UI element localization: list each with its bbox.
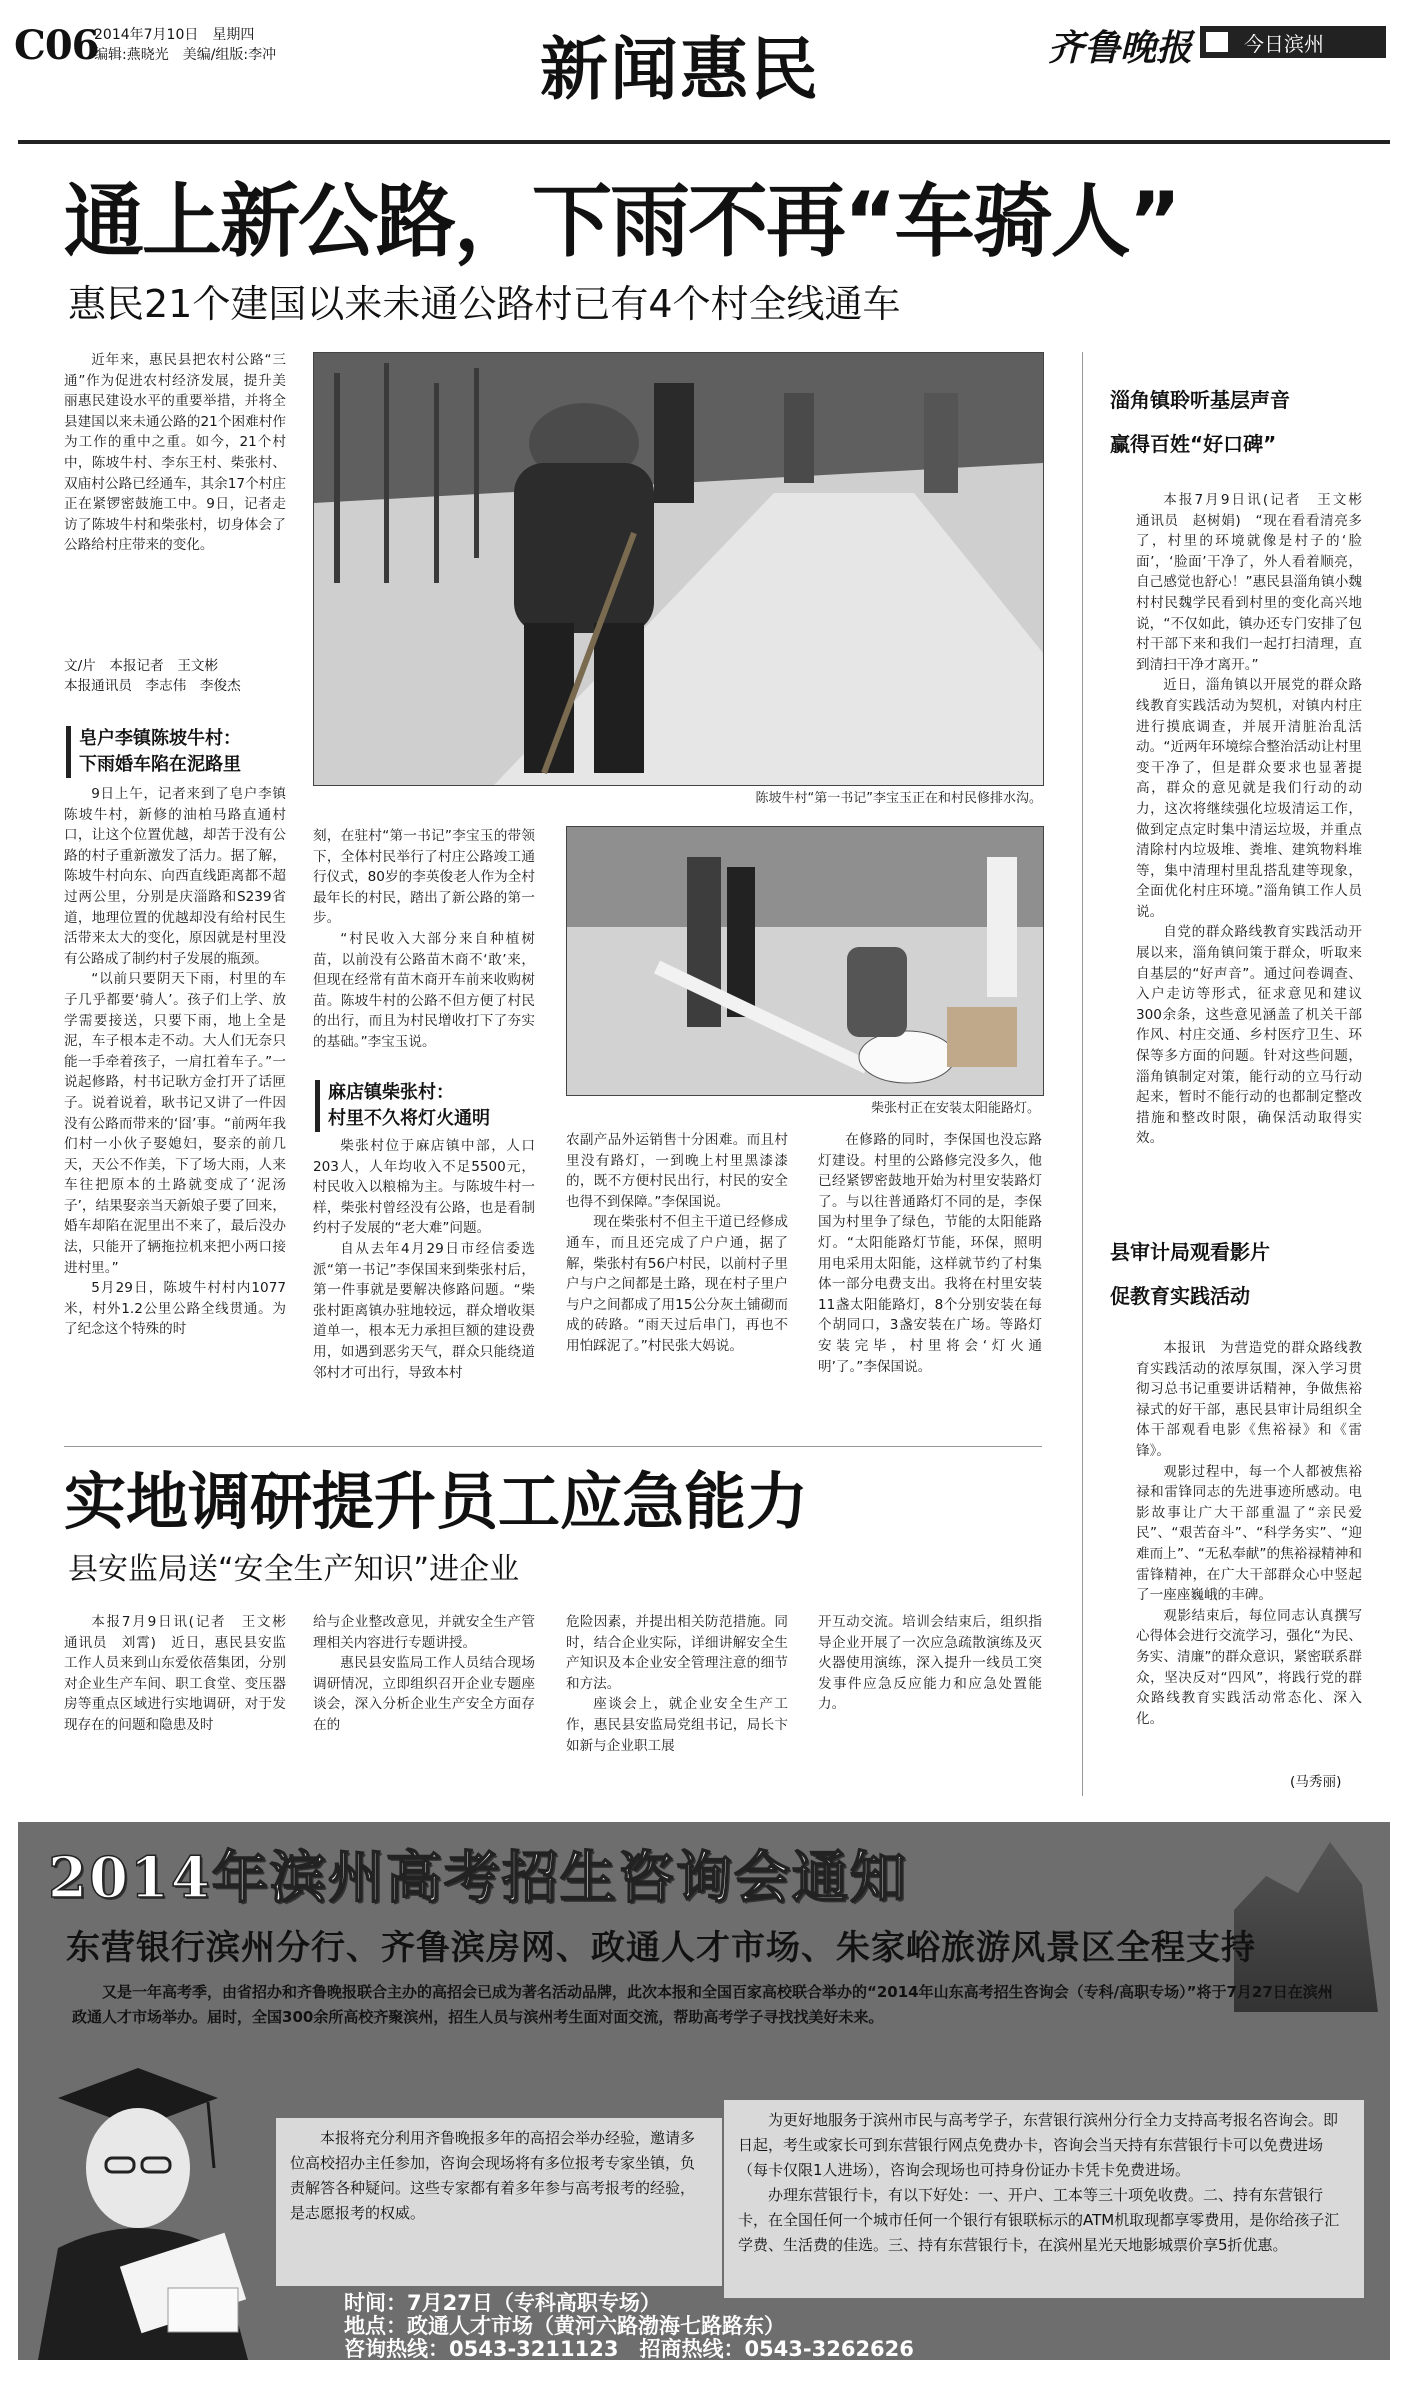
ad-intro xyxy=(58,1972,1354,2038)
graduate-student-illustration xyxy=(18,2058,318,2360)
ad-title: 2014年滨州高考招生咨询会通知 xyxy=(48,1845,908,1911)
body-paragraph: 开互动交流。培训会结束后，组织指导企业开展了一次应急疏散演练及灭火器使用演练，深入提升一线员工突发事件应急反应能力和应急处置能力。 xyxy=(818,1614,1042,1713)
story1-byline-2: 本报通讯员 李志伟 李俊杰 xyxy=(64,678,241,694)
ad-place: 地点：政通人才市场（黄河六路渤海七路路东） xyxy=(344,2314,785,2338)
story1-column-1 xyxy=(64,784,286,1432)
ad-sponsors: 东营银行滨州分行、齐鲁滨房网、政通人才市场、朱家峪旅游风景区全程支持 xyxy=(66,1928,1256,1968)
photo-1-caption: 陈坡牛村“第一书记”李宝玉正在和村民修排水沟。 xyxy=(755,791,1042,806)
issue-date: 2014年7月10日 星期四 xyxy=(94,27,255,43)
section-2-heading-line-2: 村里不久将灯火通明 xyxy=(328,1108,490,1129)
section-1-heading-line-1: 皂户李镇陈坡牛村： xyxy=(79,728,241,749)
section-title: 新闻惠民 xyxy=(540,30,821,110)
gaokao-fair-advertisement xyxy=(18,1822,1390,2360)
side-story-1-title xyxy=(1110,384,1380,460)
side-story-2-title xyxy=(1110,1236,1380,1312)
story1-byline-1: 文/片 本报记者 王文彬 xyxy=(64,658,219,674)
body-paragraph: 5月29日，陈坡牛村村内1077米，村外1.2公里公路全线贯通。为了纪念这个特殊的时 xyxy=(64,1280,286,1338)
body-paragraph: 自从去年4月29日市经信委选派“第一书记”李保国来到柴张村后，第一件事就是要解决修路问题。“柴张村距离镇办驻地较远，群众增收渠道单一，根本无力承担巨额的建设费用，如遇到恶劣天气，群众只能绕道邻村才可出行，导致本村 xyxy=(313,1240,535,1381)
story1-column-3 xyxy=(566,1130,788,1432)
body-paragraph: 本报7月9日讯(记者 王文彬 通讯员 赵树娟) “现在看看清亮多了，村里的环境就像是村子的‘脸面’，‘脸面’干净了，外人看着顺亮，自己感觉也舒心！”惠民县淄角镇小魏村村民魏学民看到村里的变化高兴地说，“不仅如此，镇办还专门安排了包村干部下来和我们一起打扫清理，直到清扫干净才离开。” xyxy=(1136,492,1376,673)
story2-column-2 xyxy=(313,1612,535,1782)
ad-intro-text: 又是一年高考季，由省招办和齐鲁晚报联合主办的高招会已成为著名活动品牌，此次本报和全国百家高校联合举办的“2014年山东高考招生咨询会（专科/高职专场）”将于7月27日在滨州政通人才市场举办。届时，全国300余所高校齐聚滨州，招生人员与滨州考生面对面交流，帮助高考学子寻找找美好未来。 xyxy=(72,1983,1333,2026)
side-1-title-line-1: 淄角镇聆听基层声音 xyxy=(1110,388,1290,412)
page-number: C06 xyxy=(14,22,99,69)
story1-lead xyxy=(64,350,286,650)
body-paragraph: 观影结束后，每位同志认真撰写心得体会进行交流学习，强化“为民、务实、清廉”的群众意识，紧密联系群众，坚决反对“四风”，将践行党的群众路线教育实践活动常态化、深入化。 xyxy=(1136,1607,1362,1727)
side-story-1-body xyxy=(1136,490,1376,1228)
story2-column-1 xyxy=(64,1612,300,1782)
ad-expert-box xyxy=(276,2118,722,2286)
story1-column-2b xyxy=(313,1136,535,1432)
story2-column-4 xyxy=(818,1612,1042,1782)
section-2-heading-line-1: 麻店镇柴张村： xyxy=(328,1082,454,1103)
ad-bank-text-1: 为更好地服务于滨州市民与高考学子，东营银行滨州分行全力支持高考报名咨询会。即日起，考生或家长可到东营银行网点免费办卡，咨询会当天持有东营银行卡可以免费进场（每卡仅限1人进场），咨询会现场也可持身份证办卡凭卡免费进场。 xyxy=(738,2111,1339,2179)
lead-paragraph: 近年来，惠民县把农村公路“三通”作为促进农村经济发展，提升美丽惠民建设水平的重要举措，并将全县建国以来未通公路的21个困难村作为工作的重中之重。如今，21个村中，陈坡牛村、李东王村、柴张村、双庙村公路已经通车，其余17个村庄正在紧锣密鼓施工中。9日，记者走访了陈坡牛村和柴张村，切身体会了公路给村庄带来的变化。 xyxy=(64,352,286,554)
side-2-title-line-2: 促教育实践活动 xyxy=(1110,1284,1250,1308)
side-story-2-signoff: (马秀丽) xyxy=(1290,1774,1342,1790)
story1-column-2 xyxy=(313,826,535,1072)
photo-road-ditch-work xyxy=(313,352,1044,786)
body-paragraph: “以前只要阴天下雨，村里的车子几乎都要‘骑人’。孩子们上学、放学需要接送，只要下雨，地上全是泥，车子根本走不动。大人们无奈只能一手牵着孩子，一肩扛着车子。”一说起修路，村书记耿方金打开了话匣子。说着说着，耿书记又讲了一件因没有公路而带来的‘囧’事。“前两年我们村一小伙子娶媳妇，娶亲的前几天，天公不作美，下了场大雨，人来车往把原本的土路就变成了‘泥汤子’，结果娶亲当天新娘子要了回来，婚车却陷在泥里出不来了，最后没办法，只能开了辆拖拉机来把小两口接进村里。” xyxy=(64,971,286,1276)
side-story-2-body xyxy=(1136,1338,1362,1770)
story2-column-3 xyxy=(566,1612,788,1782)
ad-expert-text: 本报将充分利用齐鲁晚报多年的高招会举办经验，邀请多位高校招办主任参加，咨询会现场将有多位报考专家坐镇，负责解答各种疑问。这些专家都有着多年参与高考报考的经验，是志愿报考的权威。 xyxy=(290,2129,696,2222)
story1-section-1-heading xyxy=(66,726,295,778)
section-1-heading-line-2: 下雨婚车陷在泥路里 xyxy=(79,754,241,775)
photo-2-caption: 柴张村正在安装太阳能路灯。 xyxy=(870,1101,1040,1116)
body-paragraph: 近日，淄角镇以开展党的群众路线教育实践活动为契机，对镇内村庄进行摸底调查，并展开清脏治乱活动。“近两年环境综合整治活动让村里变干净了，但是群众要求也显著提高，群众的意见就是我们行动的动力，这次将继续强化垃圾清运工作，做到定点定时集中清运垃圾，并重点清除村内垃圾堆、粪堆、建筑物料堆等，集中清理村里乱搭乱建等现象，全面优化村庄环境。”淄角镇工作人员说。 xyxy=(1136,677,1362,920)
ad-bank-text-2: 办理东营银行卡，有以下好处：一、开户、工本等三十项免收费。二、持有东营银行卡，在全国任何一个城市任何一个银行有银联标示的ATM机取现都享零费用，是你给孩子汇学费、生活费的佳选。三、持有东营银行卡，在滨州星光天地影城票价享5折优惠。 xyxy=(738,2186,1340,2254)
body-paragraph: 观影过程中，每一个人都被焦裕禄和雷锋同志的先进事迹所感动。电影故事让广大干部重温了“亲民爱民”、“艰苦奋斗”、“科学务实”、“迎难而上”、“无私奉献”的焦裕禄精神和雷锋精神，在广大干部群众心中竖起了一座座巍峨的丰碑。 xyxy=(1136,1463,1362,1604)
body-paragraph: 在修路的同时，李保国也没忘路灯建设。村里的公路修完没多久，他已经紧锣密鼓地开始为村里安装路灯了。与以往普通路灯不同的是，李保国为村里争了绿色，节能的太阳能路灯。“太阳能路灯节能，环保，照明用电采用太阳能，这样就节约了村集体一部分电费支出。我将在村里安装11盏太阳能路灯，8个分别安装在每个胡同口，3盏安装在广场。等路灯安装完毕，村里将会‘灯火通明’了。”李保国说。 xyxy=(818,1132,1042,1375)
newspaper-logo: 齐鲁晚报 xyxy=(1048,27,1193,69)
body-paragraph: 现在柴张村不但主干道已经修成通车，而且还完成了户户通，据了解，柴张村有56户村民，以前村子里户与户之间都是土路，现在村子里户与户之间都成了用15公分灰土铺砌而成的砖路。“雨天过后串门，再也不用怕踩泥了。”村民张大妈说。 xyxy=(566,1214,788,1354)
body-paragraph: 自党的群众路线教育实践活动开展以来，淄角镇问策于群众，听取来自基层的“好声音”。通过问卷调查、入户走访等形式，征求意见和建议300余条，这些意见涵盖了机关干部作风、村庄交通、乡村医疗卫生、环保等多方面的问题。针对这些问题，淄角镇制定对策，能行动的立马行动起来，暂时不能行动的也都制定整改措施和整改时限，确保活动取得实效。 xyxy=(1136,924,1362,1147)
edition-label: 今日滨州 xyxy=(1244,32,1324,56)
ad-bank-box xyxy=(724,2100,1364,2298)
body-paragraph: 危险因素，并提出相关防范措施。同时，结合企业实际，详细讲解安全生产知识及本企业安全管理注意的细节和方法。 xyxy=(566,1614,788,1692)
body-paragraph: 本报讯 为营造党的群众路线教育实践活动的浓厚氛围，深入学习贯彻习总书记重要讲话精神，争做焦裕禄式的好干部，惠民县审计局组织全体干部观看电影《焦裕禄》和《雷锋》。 xyxy=(1136,1340,1362,1459)
body-paragraph: 农副产品外运销售十分困难。而且村里没有路灯，一到晚上村里黑漆漆的，既不方便村民出行，村民的安全也得不到保障。”李保国说。 xyxy=(566,1132,788,1210)
body-paragraph: 刻，在驻村“第一书记”李宝玉的带领下，全体村民举行了村庄公路竣工通行仪式，80岁的李英俊老人作为全村最年长的村民，踏出了新公路的第一步。 xyxy=(313,828,535,927)
story2-headline: 实地调研提升员工应急能力 xyxy=(64,1465,809,1538)
story2-top-rule xyxy=(64,1446,1042,1447)
editor-credits: 编辑:燕晓光 美编/组版:李冲 xyxy=(94,47,277,63)
header-rule xyxy=(18,140,1390,144)
story1-section-2-heading xyxy=(315,1080,544,1132)
ad-time: 时间：7月27日（专科高职专场） xyxy=(344,2291,661,2315)
side-2-title-line-1: 县审计局观看影片 xyxy=(1110,1240,1270,1264)
body-paragraph: 惠民县安监局工作人员结合现场调研情况，立即组织召开企业专题座谈会，深入分析企业生产安全方面存在的 xyxy=(313,1655,535,1733)
side-1-title-line-2: 赢得百姓“好口碑” xyxy=(1110,432,1277,456)
edition-marker xyxy=(1206,32,1228,52)
story1-subheadline: 惠民21个建国以来未通公路村已有4个村全线通车 xyxy=(68,282,901,326)
body-paragraph: 座谈会上，就企业安全生产工作，惠民县安监局党组书记，局长卞如新与企业职工展 xyxy=(566,1696,788,1754)
body-paragraph: 给与企业整改意见，并就安全生产管理相关内容进行专题讲授。 xyxy=(313,1614,535,1651)
story1-headline: 通上新公路，下雨不再“车骑人” xyxy=(64,175,1180,268)
photo-solar-streetlight xyxy=(566,826,1044,1096)
story2-subheadline: 县安监局送“安全生产知识”进企业 xyxy=(68,1552,520,1587)
body-paragraph: 柴张村位于麻店镇中部，人口203人，人年均收入不足5500元，村民收入以粮棉为主。与陈坡牛村一样，柴张村曾经没有公路，也是看制约村子发展的“老大难”问题。 xyxy=(313,1138,535,1237)
body-paragraph: “村民收入大部分来自种植树苗，以前没有公路苗木商不‘敢’来，但现在经常有苗木商开车前来收购树苗。陈坡牛村的公路不但方便了村民的出行，而且为村民增收打下了夯实的基础。”李宝玉说。 xyxy=(313,930,535,1050)
ad-hotline: 咨询热线：0543-3211123 招商热线：0543-3262626 xyxy=(344,2337,914,2361)
story1-column-4 xyxy=(818,1130,1042,1432)
sidebar-divider xyxy=(1082,352,1083,1796)
body-paragraph: 9日上午，记者来到了皂户李镇陈坡牛村，新修的油柏马路直通村口，让这个位置优越，却苦于没有公路的村子重新激发了活力。据了解，陈坡牛村向东、向西直线距离都不超过两公里，分别是庆淄路和S239省道，地理位置的优越却没有给村民生活带来太大的变化，原因就是村里没有公路成了制约村子发展的瓶颈。 xyxy=(64,786,286,967)
body-paragraph: 本报7月9日讯(记者 王文彬 通讯员 刘霄) 近日，惠民县安监工作人员来到山东爱依蓓集团，分别对企业生产车间、职工食堂、变压器房等重点区域进行实地调研，对于发现存在的问题和隐患及时 xyxy=(64,1614,300,1733)
ad-event-info xyxy=(344,2292,914,2361)
